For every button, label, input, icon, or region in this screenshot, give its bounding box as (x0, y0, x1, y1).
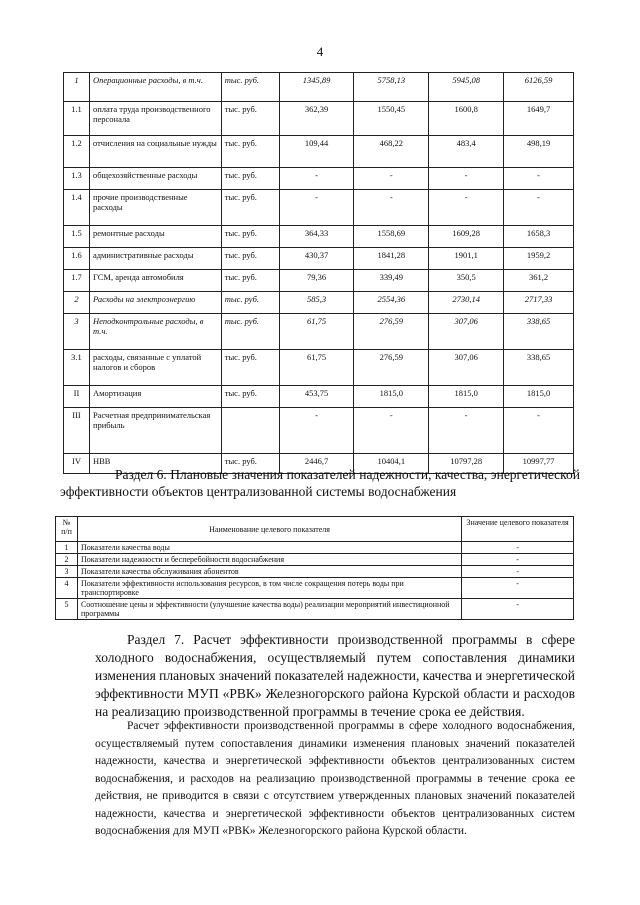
cell-name: отчисления на социальные нужды (89, 136, 221, 168)
cell-v4: 1649,7 (504, 102, 574, 136)
table-row (56, 566, 574, 578)
table-row (64, 248, 574, 270)
table2-header-name: Наименование целевого показателя (77, 517, 461, 542)
cell-unit: тыс. руб. (221, 314, 279, 350)
cell-v1: 453,75 (279, 386, 354, 408)
cell-v3: 1600,8 (429, 102, 504, 136)
cell-v2: - (354, 168, 429, 190)
table-row (64, 292, 574, 314)
cell-unit: тыс. руб. (221, 73, 279, 102)
table-row (64, 314, 574, 350)
section6-heading (60, 466, 580, 500)
cell-v1: 430,37 (279, 248, 354, 270)
table-row (64, 226, 574, 248)
table-row (64, 350, 574, 386)
cell-v1: 362,39 (279, 102, 354, 136)
cell-num: 1.3 (64, 168, 90, 190)
cell-v1: 61,75 (279, 314, 354, 350)
cell-v3: 350,5 (429, 270, 504, 292)
section6-heading-text: Раздел 6. Плановые значения показателей надежности, качества, энергетической эффективности объектов централизованной системы водоснабжения (60, 467, 580, 499)
cell-v4: - (504, 190, 574, 226)
cell-v4: 6126,59 (504, 73, 574, 102)
cell-v3: 1901,1 (429, 248, 504, 270)
cell-name: НВВ (89, 454, 221, 474)
table-row (64, 386, 574, 408)
cell-num: 3.1 (64, 350, 90, 386)
cell-name: Расходы на электроэнергию (89, 292, 221, 314)
cell-v4: 361,2 (504, 270, 574, 292)
cell-v2: 276,59 (354, 314, 429, 350)
cell-num: 1.5 (64, 226, 90, 248)
cell-v4: 10997,77 (504, 454, 574, 474)
cell-name: оплата труда производственного персонала (89, 102, 221, 136)
indicator-value: - (462, 554, 574, 566)
table-row (64, 190, 574, 226)
indicator-name: Показатели надежности и бесперебойности водоснабжения (77, 554, 461, 566)
cell-v1: - (279, 408, 354, 454)
cell-v3: 2730,14 (429, 292, 504, 314)
table-row (56, 578, 574, 599)
cell-unit: тыс. руб. (221, 102, 279, 136)
cell-v4: 1658,3 (504, 226, 574, 248)
cell-name: административные расходы (89, 248, 221, 270)
cell-unit: тыс. руб. (221, 136, 279, 168)
cell-name: Операционные расходы, в т.ч. (89, 73, 221, 102)
cell-num: 1 (64, 73, 90, 102)
cell-v3: 483,4 (429, 136, 504, 168)
table2-header-num: № п/п (56, 517, 78, 542)
cell-name: прочие производственные расходы (89, 190, 221, 226)
cell-v2: 5758,13 (354, 73, 429, 102)
cell-v1: 61,75 (279, 350, 354, 386)
table-row (64, 102, 574, 136)
cell-v3: 5945,08 (429, 73, 504, 102)
cell-unit: тыс. руб. (221, 248, 279, 270)
cell-unit (221, 408, 279, 454)
table-row (64, 73, 574, 102)
cell-v2: - (354, 190, 429, 226)
cell-v2: 1815,0 (354, 386, 429, 408)
table-row (64, 408, 574, 454)
cell-v2: 1550,45 (354, 102, 429, 136)
cell-v4: 2717,33 (504, 292, 574, 314)
cell-unit: тыс. руб. (221, 454, 279, 474)
cell-v1: 79,36 (279, 270, 354, 292)
cell-v3: 1815,0 (429, 386, 504, 408)
indicator-name: Показатели качества воды (77, 542, 461, 554)
cell-name: ремонтные расходы (89, 226, 221, 248)
cell-name: общехозяйственные расходы (89, 168, 221, 190)
indicator-name: Соотношение цены и эффективности (улучшение качества воды) реализации мероприятий инвестиционной программы (77, 599, 461, 620)
indicator-value: - (462, 566, 574, 578)
indicator-num: 4 (56, 578, 78, 599)
cell-v3: - (429, 168, 504, 190)
indicator-value: - (462, 542, 574, 554)
cell-num: IV (64, 454, 90, 474)
target-indicators-table (55, 516, 574, 620)
indicator-num: 2 (56, 554, 78, 566)
table-row (64, 270, 574, 292)
section7-heading: Раздел 7. Расчет эффективности производственной программы в сфере холодного водоснабжения, осуществляемый путем сопоставления динамики изменения плановых значений показателей надежности, качества и энергетической эффективности МУП «РВК» Железногорского района Курской области и расходов на реализацию производственной программы в течение срока ее действия. (95, 632, 575, 719)
table2-header-value: Значение целевого показателя (462, 517, 574, 542)
cell-num: II (64, 386, 90, 408)
indicator-num: 3 (56, 566, 78, 578)
cell-v3: - (429, 190, 504, 226)
cell-num: 1.4 (64, 190, 90, 226)
cell-v2: 1558,69 (354, 226, 429, 248)
cell-v4: 338,65 (504, 314, 574, 350)
table-row (64, 136, 574, 168)
cell-v1: 1345,89 (279, 73, 354, 102)
cell-v2: 1841,28 (354, 248, 429, 270)
cell-name: Амортизация (89, 386, 221, 408)
cell-v3: 307,06 (429, 350, 504, 386)
cell-v2: 468,22 (354, 136, 429, 168)
cost-table (63, 72, 574, 474)
cell-num: 1.6 (64, 248, 90, 270)
cell-num: 1.1 (64, 102, 90, 136)
cell-num: III (64, 408, 90, 454)
cell-v1: 2446,7 (279, 454, 354, 474)
cell-num: 2 (64, 292, 90, 314)
indicator-value: - (462, 599, 574, 620)
cell-v2: 10404,1 (354, 454, 429, 474)
page-number: 4 (316, 44, 324, 59)
cell-unit: тыс. руб. (221, 270, 279, 292)
indicator-value: - (462, 578, 574, 599)
cell-v4: - (504, 408, 574, 454)
cell-name: Неподконтрольные расходы, в т.ч. (89, 314, 221, 350)
indicator-num: 5 (56, 599, 78, 620)
cell-v1: 109,44 (279, 136, 354, 168)
cell-v2: - (354, 408, 429, 454)
cell-v3: 307,06 (429, 314, 504, 350)
indicator-num: 1 (56, 542, 78, 554)
cell-name: ГСМ, аренда автомобиля (89, 270, 221, 292)
cell-v1: 585,3 (279, 292, 354, 314)
indicator-name: Показатели качества обслуживания абонентов (77, 566, 461, 578)
table-row (56, 554, 574, 566)
cell-v3: 1609,28 (429, 226, 504, 248)
table2-header-row (56, 517, 574, 542)
cell-name: Расчетная предпринимательская прибыль (89, 408, 221, 454)
cell-v3: - (429, 408, 504, 454)
cell-v1: - (279, 190, 354, 226)
cell-unit: тыс. руб. (221, 226, 279, 248)
cell-v3: 10797,28 (429, 454, 504, 474)
cell-num: 3 (64, 314, 90, 350)
cell-v4: 1815,0 (504, 386, 574, 408)
cell-v4: - (504, 168, 574, 190)
indicator-name: Показатели эффективности использования ресурсов, в том числе сокращения потерь воды при транспортировке (77, 578, 461, 599)
cell-num: 1.7 (64, 270, 90, 292)
cell-unit: тыс. руб. (221, 350, 279, 386)
cell-v4: 1959,2 (504, 248, 574, 270)
cell-v1: 364,33 (279, 226, 354, 248)
cell-v2: 276,59 (354, 350, 429, 386)
cell-v2: 339,49 (354, 270, 429, 292)
cell-v4: 498,19 (504, 136, 574, 168)
cell-unit: тыс. руб. (221, 190, 279, 226)
cell-unit: тыс. руб. (221, 168, 279, 190)
table-row (56, 599, 574, 620)
table-row (56, 542, 574, 554)
cell-v1: - (279, 168, 354, 190)
cell-num: 1.2 (64, 136, 90, 168)
cell-unit: тыс. руб. (221, 292, 279, 314)
cell-v4: 338,65 (504, 350, 574, 386)
cell-name: расходы, связанные с уплатой налогов и сборов (89, 350, 221, 386)
table-row (64, 168, 574, 190)
section7-paragraph: Расчет эффективности производственной программы в сфере холодного водоснабжения, осуществляемый путем сопоставления динамики изменения плановых значений показателей надежности, качества и энергетической эффективности объектов централизованных систем водоснабжения, и расходов на реализацию производственной программы в течение срока ее действия, не приводится в связи с отсутствием утвержденных плановых значений показателей надежности, качества и энергетической эффективности объектов централизованных систем водоснабжения для МУП «РВК» Железногорского района Курской области. (95, 720, 575, 837)
cell-unit: тыс. руб. (221, 386, 279, 408)
cell-v2: 2554,36 (354, 292, 429, 314)
